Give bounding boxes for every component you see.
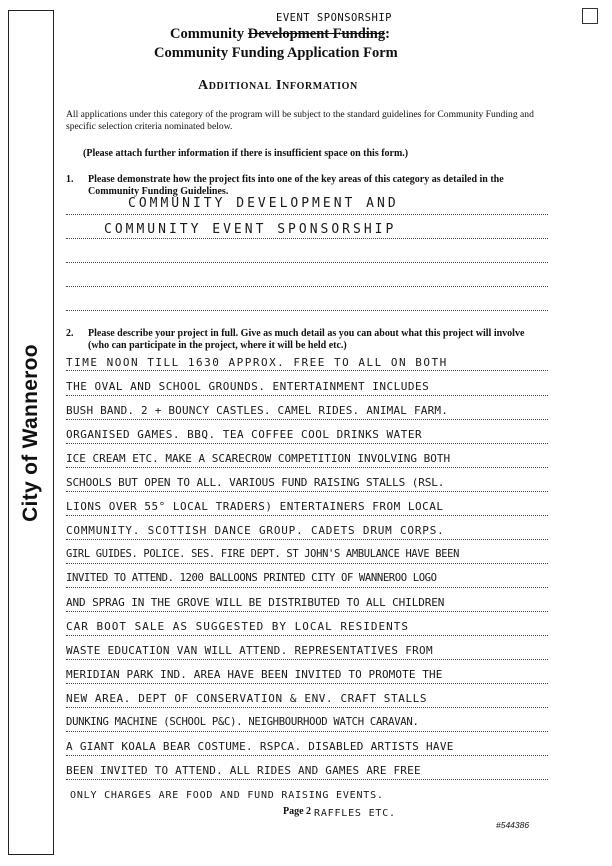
answer-line xyxy=(66,707,548,708)
intro-text: All applications under this category of the program will be subject to the standard guidelines for Community Funding and specific selection criteria nominated below. xyxy=(66,109,534,132)
form-title-line2: Community Funding Application Form xyxy=(154,45,398,61)
q2-answer-line: THE OVAL AND SCHOOL GROUNDS. ENTERTAINMENT INCLUDES xyxy=(66,380,430,393)
q2-answer-line: NEW AREA. DEPT OF CONSERVATION & ENV. CRAFT STALLS xyxy=(66,692,428,705)
q2-answer-line: ONLY CHARGES ARE FOOD AND FUND RAISING EVENTS. xyxy=(70,790,384,801)
q2-answer-line: BUSH BAND. 2 + BOUNCY CASTLES. CAMEL RIDES. ANIMAL FARM. xyxy=(66,404,449,417)
answer-line xyxy=(66,515,548,516)
q1-answer-line: COMMUNITY DEVELOPMENT AND xyxy=(128,196,399,211)
answer-line xyxy=(66,755,548,756)
q2-answer-line: SCHOOLS BUT OPEN TO ALL. VARIOUS FUND RAISING STALLS (RSL. xyxy=(66,476,445,489)
q2-answer-line: A GIANT KOALA BEAR COSTUME. RSPCA. DISABLED ARTISTS HAVE xyxy=(66,740,454,753)
q2-answer-line: MERIDIAN PARK IND. AREA HAVE BEEN INVITED TO PROMOTE THE xyxy=(66,668,443,681)
q1-answer-line: COMMUNITY EVENT SPONSORSHIP xyxy=(104,222,397,237)
form-title-line1 xyxy=(170,26,390,43)
answer-line xyxy=(66,370,548,371)
q2-text: Please describe your project in full. Give as much detail as you can about what this project will involve (who can participate in the project, where it will be held etc.) xyxy=(88,328,525,351)
answer-line xyxy=(66,443,548,444)
title-prefix: Community xyxy=(170,26,248,42)
answer-line xyxy=(66,286,548,287)
attach-note: (Please attach further information if there is insufficient space on this form.) xyxy=(83,148,409,159)
corner-box xyxy=(582,8,598,24)
answer-line xyxy=(66,659,548,660)
q2-answer-line: ORGANISED GAMES. BBQ. TEA COFFEE COOL DRINKS WATER xyxy=(66,428,423,441)
sidebar-banner xyxy=(8,10,54,855)
doc-number: #544386 xyxy=(496,820,530,830)
answer-line xyxy=(66,779,548,780)
q2-answer-line: GIRL GUIDES. POLICE. SES. FIRE DEPT. ST JOHN'S AMBULANCE HAVE BEEN xyxy=(66,548,460,560)
q2-answer-line: INVITED TO ATTEND. 1200 BALLOONS PRINTED CITY OF WANNEROO LOGO xyxy=(66,572,437,584)
answer-line xyxy=(66,419,548,420)
answer-line xyxy=(66,310,548,311)
q2-answer-line: RAFFLES ETC. xyxy=(314,808,396,819)
answer-line xyxy=(66,587,548,588)
answer-line xyxy=(66,238,548,239)
q2-answer-line: WASTE EDUCATION VAN WILL ATTEND. REPRESENTATIVES FROM xyxy=(66,644,433,657)
answer-line xyxy=(66,563,548,564)
title-suffix: : xyxy=(385,26,390,42)
answer-line xyxy=(66,467,548,468)
q1-text: Please demonstrate how the project fits into one of the key areas of this category as detailed in the Community Funding Guidelines. xyxy=(88,174,504,197)
title-struck: Development Funding xyxy=(247,26,386,42)
answer-line xyxy=(66,539,548,540)
q1-number: 1. xyxy=(66,174,74,185)
answer-line xyxy=(66,395,548,396)
answer-line xyxy=(66,635,548,636)
section-title xyxy=(198,78,358,94)
q2-answer-line: CAR BOOT SALE AS SUGGESTED BY LOCAL RESIDENTS xyxy=(66,620,410,633)
q2-answer-line: ICE CREAM ETC. MAKE A SCARECROW COMPETITION INVOLVING BOTH xyxy=(66,452,451,465)
sidebar-label: City of Wanneroo xyxy=(19,343,42,522)
q2-number: 2. xyxy=(66,328,74,339)
answer-line xyxy=(66,683,548,684)
handwritten-insert: EVENT SPONSORSHIP xyxy=(276,12,392,24)
q2-answer-line: LIONS OVER 55° LOCAL TRADERS) ENTERTAINERS FROM LOCAL xyxy=(66,500,444,513)
answer-line xyxy=(66,611,548,612)
q2-answer-line: AND SPRAG IN THE GROVE WILL BE DISTRIBUTED TO ALL CHILDREN xyxy=(66,596,445,609)
answer-line xyxy=(66,491,548,492)
q2-answer-line: BEEN INVITED TO ATTEND. ALL RIDES AND GAMES ARE FREE xyxy=(66,764,421,777)
section-title-text: Additional Information xyxy=(198,78,358,93)
answer-line xyxy=(66,731,548,732)
answer-line xyxy=(66,214,548,215)
page-number: Page 2 xyxy=(283,806,312,817)
answer-line xyxy=(66,262,548,263)
q2-answer-line: COMMUNITY. SCOTTISH DANCE GROUP. CADETS DRUM CORPS. xyxy=(66,524,445,537)
q2-answer-line: DUNKING MACHINE (SCHOOL P&C). NEIGHBOURHOOD WATCH CARAVAN. xyxy=(66,716,419,728)
q2-answer-line: TIME NOON TILL 1630 APPROX. FREE TO ALL ON BOTH xyxy=(66,356,448,369)
